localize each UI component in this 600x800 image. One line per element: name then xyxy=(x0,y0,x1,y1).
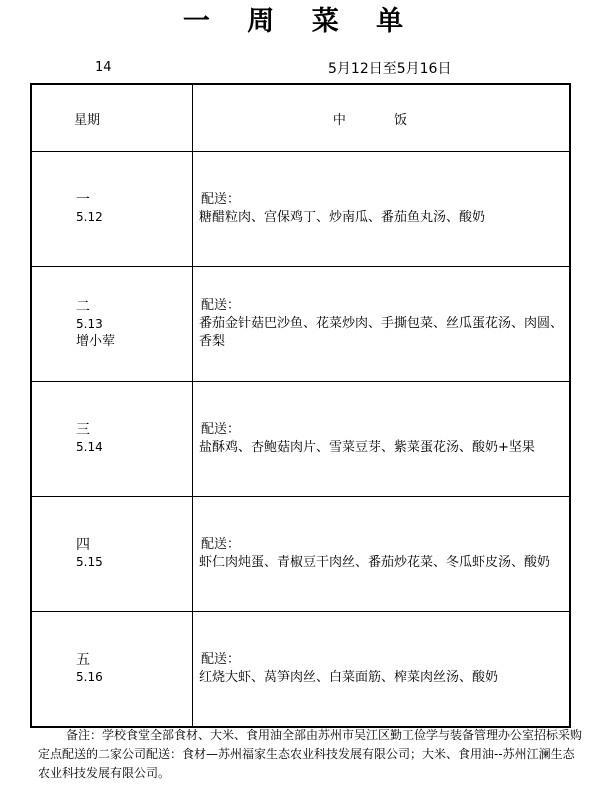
delivery-label: 配送： xyxy=(201,422,241,437)
dish-list: 番茄金针菇巴沙鱼、花菜炒肉、手撕包菜、丝瓜蛋花汤、肉圆、香梨 xyxy=(199,316,564,349)
dish-cell xyxy=(193,267,571,382)
week-number: 14 xyxy=(95,60,112,75)
delivery-label: 配送： xyxy=(201,298,241,313)
day-cell xyxy=(31,382,193,497)
day-date: 5.13 xyxy=(76,316,103,331)
day-extra-note: 增小荤 xyxy=(76,333,116,349)
day-name: 一 xyxy=(76,192,90,208)
day-cell xyxy=(31,152,193,267)
footnote: 备注：学校食堂全部食材、大米、食用油全部由苏州市吴江区勤工俭学与装备管理办公室招标采购定点配送的二家公司配送：食材—苏州福家生态农业科技发展有限公司；大米、食用油--苏州江澜生态农业科技发展有限公司。 xyxy=(38,728,583,780)
dish-cell xyxy=(193,497,571,612)
menu-table xyxy=(30,83,571,728)
dish-cell xyxy=(193,612,571,728)
table-row-monday xyxy=(31,152,570,267)
day-cell xyxy=(31,497,193,612)
dish-list: 红烧大虾、莴笋肉丝、白菜面筋、榨菜肉丝汤、酸奶 xyxy=(199,670,499,685)
table-row-wednesday xyxy=(31,382,570,497)
table-header-row xyxy=(31,84,570,152)
day-date: 5.15 xyxy=(76,555,103,569)
dish-cell xyxy=(193,152,571,267)
date-range: 5月12日至5月16日 xyxy=(328,61,452,77)
day-date: 5.14 xyxy=(76,440,103,454)
table-row-thursday xyxy=(31,497,570,612)
dish-list: 虾仁肉炖蛋、青椒豆干肉丝、番茄炒花菜、冬瓜虾皮汤、酸奶 xyxy=(199,555,551,570)
dish-list: 盐酥鸡、杏鲍菇肉片、雪菜豆芽、紫菜蛋花汤、酸奶+坚果 xyxy=(199,440,535,455)
dish-list: 糖醋粒肉、宫保鸡丁、炒南瓜、番茄鱼丸汤、酸奶 xyxy=(199,210,486,225)
day-date: 5.16 xyxy=(76,670,103,684)
day-name: 三 xyxy=(76,422,90,438)
table-row-friday xyxy=(31,612,570,728)
page-title: 一 周 菜 单 xyxy=(182,6,418,37)
day-cell xyxy=(31,612,193,728)
day-name: 五 xyxy=(76,652,90,668)
delivery-label: 配送： xyxy=(201,652,241,667)
header-lunch: 中 饭 xyxy=(193,84,571,152)
day-date: 5.12 xyxy=(76,210,103,224)
delivery-label: 配送： xyxy=(201,192,241,207)
day-name: 二 xyxy=(76,298,90,315)
table-row-tuesday xyxy=(31,267,570,382)
delivery-label: 配送： xyxy=(201,537,241,552)
dish-cell xyxy=(193,382,571,497)
header-day: 星期 xyxy=(31,84,193,152)
day-name: 四 xyxy=(76,537,90,553)
day-cell xyxy=(31,267,193,382)
